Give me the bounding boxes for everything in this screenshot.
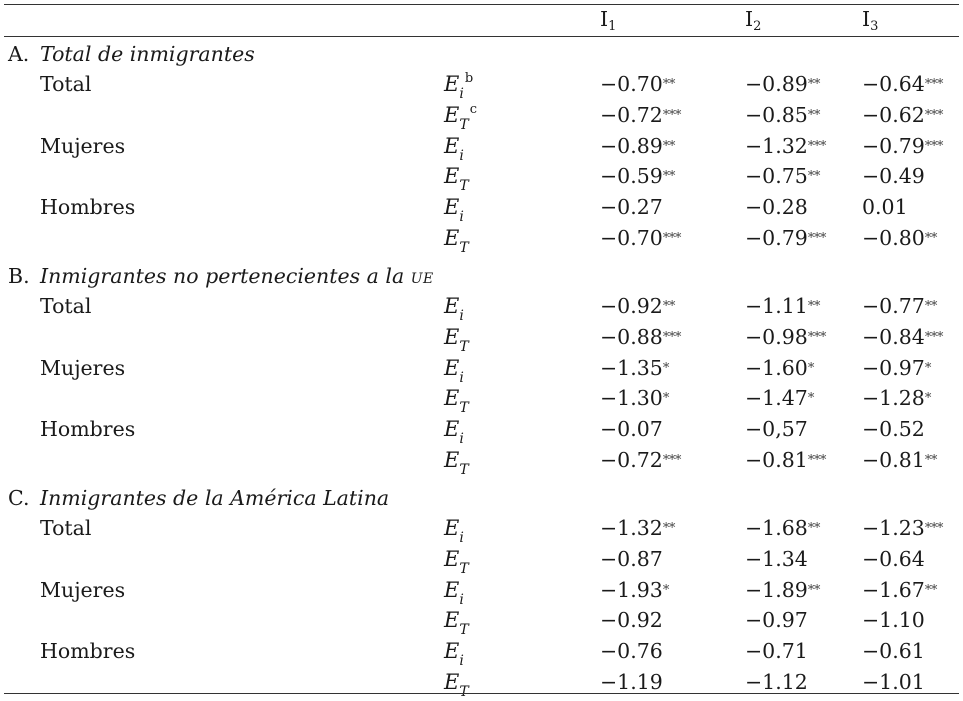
value-cell: −0.88***: [600, 324, 681, 349]
significance-stars: ***: [662, 453, 681, 468]
significance-stars: **: [807, 582, 820, 598]
section-title: [40, 262, 434, 293]
statistic-symbol: $E_T$: [444, 448, 469, 478]
value-cell: −1.34: [745, 546, 808, 571]
significance-stars: **: [662, 169, 675, 185]
statistic-symbol: $E_T$: [444, 324, 469, 355]
value-cell: −1.01: [862, 670, 925, 694]
column-header-3: I3: [862, 7, 879, 34]
value-cell: −0.64: [862, 546, 925, 571]
section-title: [40, 40, 255, 71]
statistic-symbol: $E_T$: [444, 608, 469, 639]
value-cell: −1.35*: [600, 355, 669, 380]
table-row: [0, 637, 963, 670]
significance-stars: ***: [924, 138, 943, 154]
significance-stars: ***: [924, 521, 943, 536]
significance-stars: ***: [807, 453, 826, 468]
significance-stars: **: [924, 231, 937, 246]
significance-stars: *: [807, 391, 814, 407]
column-header-2: I2: [745, 7, 762, 34]
statistic-symbol: $E_i$: [444, 133, 464, 164]
significance-stars: ***: [662, 107, 681, 123]
value-cell: −0.62***: [862, 102, 943, 127]
value-cell: −0.97: [745, 608, 808, 633]
table-row: [0, 606, 963, 639]
significance-stars: **: [807, 77, 820, 92]
header-rule: [4, 36, 959, 37]
table-row: [0, 323, 963, 355]
value-cell: −0.98***: [745, 324, 826, 349]
value-cell: −0.89**: [600, 133, 675, 158]
significance-stars: ***: [924, 77, 943, 92]
top-rule: [4, 4, 959, 5]
significance-stars: **: [662, 521, 675, 536]
value-cell: −1.11**: [745, 294, 820, 318]
value-cell: −0.75**: [745, 164, 820, 189]
value-cell: −1.12: [745, 670, 808, 694]
table-row: [0, 545, 963, 577]
significance-stars: **: [807, 299, 820, 314]
table-row: [0, 193, 963, 226]
value-cell: −0.61: [862, 639, 925, 664]
table-row: [0, 354, 963, 386]
value-cell: 0.01: [862, 195, 908, 220]
row-label: Hombres: [40, 639, 136, 664]
section-letter: A.: [8, 42, 30, 66]
significance-stars: **: [807, 521, 820, 536]
value-cell: −1.60*: [745, 355, 814, 380]
value-cell: −1.23***: [862, 516, 943, 540]
statistic-symbol: $E_T$: [444, 164, 469, 195]
value-cell: −0.85**: [745, 102, 820, 127]
statistic-symbol: $E_i$: [444, 355, 464, 386]
significance-stars: **: [807, 169, 820, 185]
value-cell: −0.76: [600, 639, 663, 664]
section-header: [0, 40, 963, 68]
significance-stars: *: [807, 360, 814, 376]
value-cell: −0.72***: [600, 448, 681, 472]
row-label: Total: [40, 516, 92, 540]
value-cell: −0.49: [862, 164, 925, 189]
value-cell: −0.97*: [862, 355, 931, 380]
section-title: [40, 484, 389, 515]
statistic-symbol: $E_i$: [444, 577, 464, 608]
value-cell: −0.71: [745, 639, 808, 664]
bottom-rule: [4, 693, 959, 694]
significance-stars: *: [662, 360, 669, 376]
statistic-symbol: $E_T$: [444, 670, 469, 700]
value-cell: −0.81**: [862, 448, 937, 472]
value-cell: −1.30*: [600, 386, 669, 411]
table-row: [0, 101, 963, 133]
table-row: [0, 292, 963, 324]
section-letter: C.: [8, 486, 30, 510]
row-label: Hombres: [40, 195, 136, 220]
table-row: [0, 576, 963, 608]
value-cell: −0.79***: [862, 133, 943, 158]
significance-stars: *: [924, 360, 931, 376]
table-row: [0, 224, 963, 256]
section-title-text: Inmigrantes de la América Latina: [40, 486, 390, 510]
value-cell: −0.07: [600, 417, 663, 442]
value-cell: −0.72***: [600, 102, 681, 127]
significance-stars: *: [662, 391, 669, 407]
table-row: [0, 415, 963, 448]
statistic-symbol: $E_i$: [444, 294, 464, 324]
significance-stars: ***: [807, 231, 826, 246]
significance-stars: **: [662, 299, 675, 314]
statistic-symbol: $E_i$: [444, 639, 464, 670]
table-row: [0, 384, 963, 417]
significance-stars: *: [924, 391, 931, 407]
significance-stars: **: [662, 77, 675, 92]
significance-stars: ***: [924, 107, 943, 123]
statistic-symbol: $E_i$: [444, 417, 464, 448]
significance-stars: **: [662, 138, 675, 154]
section-letter: B.: [8, 264, 30, 288]
value-cell: −0.89**: [745, 72, 820, 96]
significance-stars: ***: [662, 329, 681, 345]
column-header-1: I1: [600, 7, 617, 34]
table-row: [0, 668, 963, 700]
value-cell: −1.10: [862, 608, 925, 633]
statistic-symbol: $E_T$: [444, 386, 469, 417]
table-row: [0, 514, 963, 546]
statistic-symbol: $E_i^b$: [444, 71, 474, 102]
value-cell: −1.32***: [745, 133, 826, 158]
significance-stars: **: [924, 582, 937, 598]
section-header: [0, 484, 963, 512]
statistic-symbol: $E_i$: [444, 195, 464, 226]
value-cell: −0.79***: [745, 226, 826, 250]
value-cell: −1.28*: [862, 386, 931, 411]
row-label: Mujeres: [40, 355, 126, 380]
value-cell: −0.28: [745, 195, 808, 220]
section-title-smallcaps: UE: [410, 271, 434, 287]
row-label: Mujeres: [40, 577, 126, 602]
row-label: Total: [40, 294, 92, 318]
statistic-symbol: $E_T^c$: [444, 101, 477, 133]
value-cell: −0,57: [745, 417, 808, 442]
row-label: Total: [40, 72, 92, 96]
significance-stars: ***: [924, 329, 943, 345]
value-cell: −0.27: [600, 195, 663, 220]
value-cell: −0.59**: [600, 164, 675, 189]
significance-stars: **: [924, 453, 937, 468]
value-cell: −1.47*: [745, 386, 814, 411]
significance-stars: *: [662, 582, 669, 598]
significance-stars: ***: [807, 138, 826, 154]
statistic-symbol: $E_i$: [444, 516, 464, 546]
value-cell: −0.87: [600, 546, 663, 571]
section-title-text: Inmigrantes no pertenecientes a la: [40, 264, 411, 288]
section-header: [0, 262, 963, 290]
value-cell: −1.89**: [745, 577, 820, 602]
statistic-symbol: $E_T$: [444, 546, 469, 577]
significance-stars: ***: [807, 329, 826, 345]
value-cell: −0.52: [862, 417, 925, 442]
value-cell: −0.80**: [862, 226, 937, 250]
table-row: [0, 132, 963, 164]
section-title-text: Total de inmigrantes: [40, 42, 255, 66]
significance-stars: **: [807, 107, 820, 123]
value-cell: −0.84***: [862, 324, 943, 349]
row-label: Mujeres: [40, 133, 126, 158]
value-cell: −1.32**: [600, 516, 675, 540]
table-row: [0, 162, 963, 195]
table-row: [0, 446, 963, 478]
value-cell: −1.68**: [745, 516, 820, 540]
value-cell: −0.92: [600, 608, 663, 633]
significance-stars: **: [924, 299, 937, 314]
value-cell: −0.92**: [600, 294, 675, 318]
row-label: Hombres: [40, 417, 136, 442]
value-cell: −0.81***: [745, 448, 826, 472]
table-row: [0, 70, 963, 102]
value-cell: −1.93*: [600, 577, 669, 602]
value-cell: −0.77**: [862, 294, 937, 318]
significance-stars: ***: [662, 231, 681, 246]
value-cell: −1.19: [600, 670, 663, 694]
value-cell: −0.64***: [862, 72, 943, 96]
value-cell: −0.70***: [600, 226, 681, 250]
value-cell: −1.67**: [862, 577, 937, 602]
value-cell: −0.70**: [600, 72, 675, 96]
statistic-symbol: $E_T$: [444, 226, 469, 256]
